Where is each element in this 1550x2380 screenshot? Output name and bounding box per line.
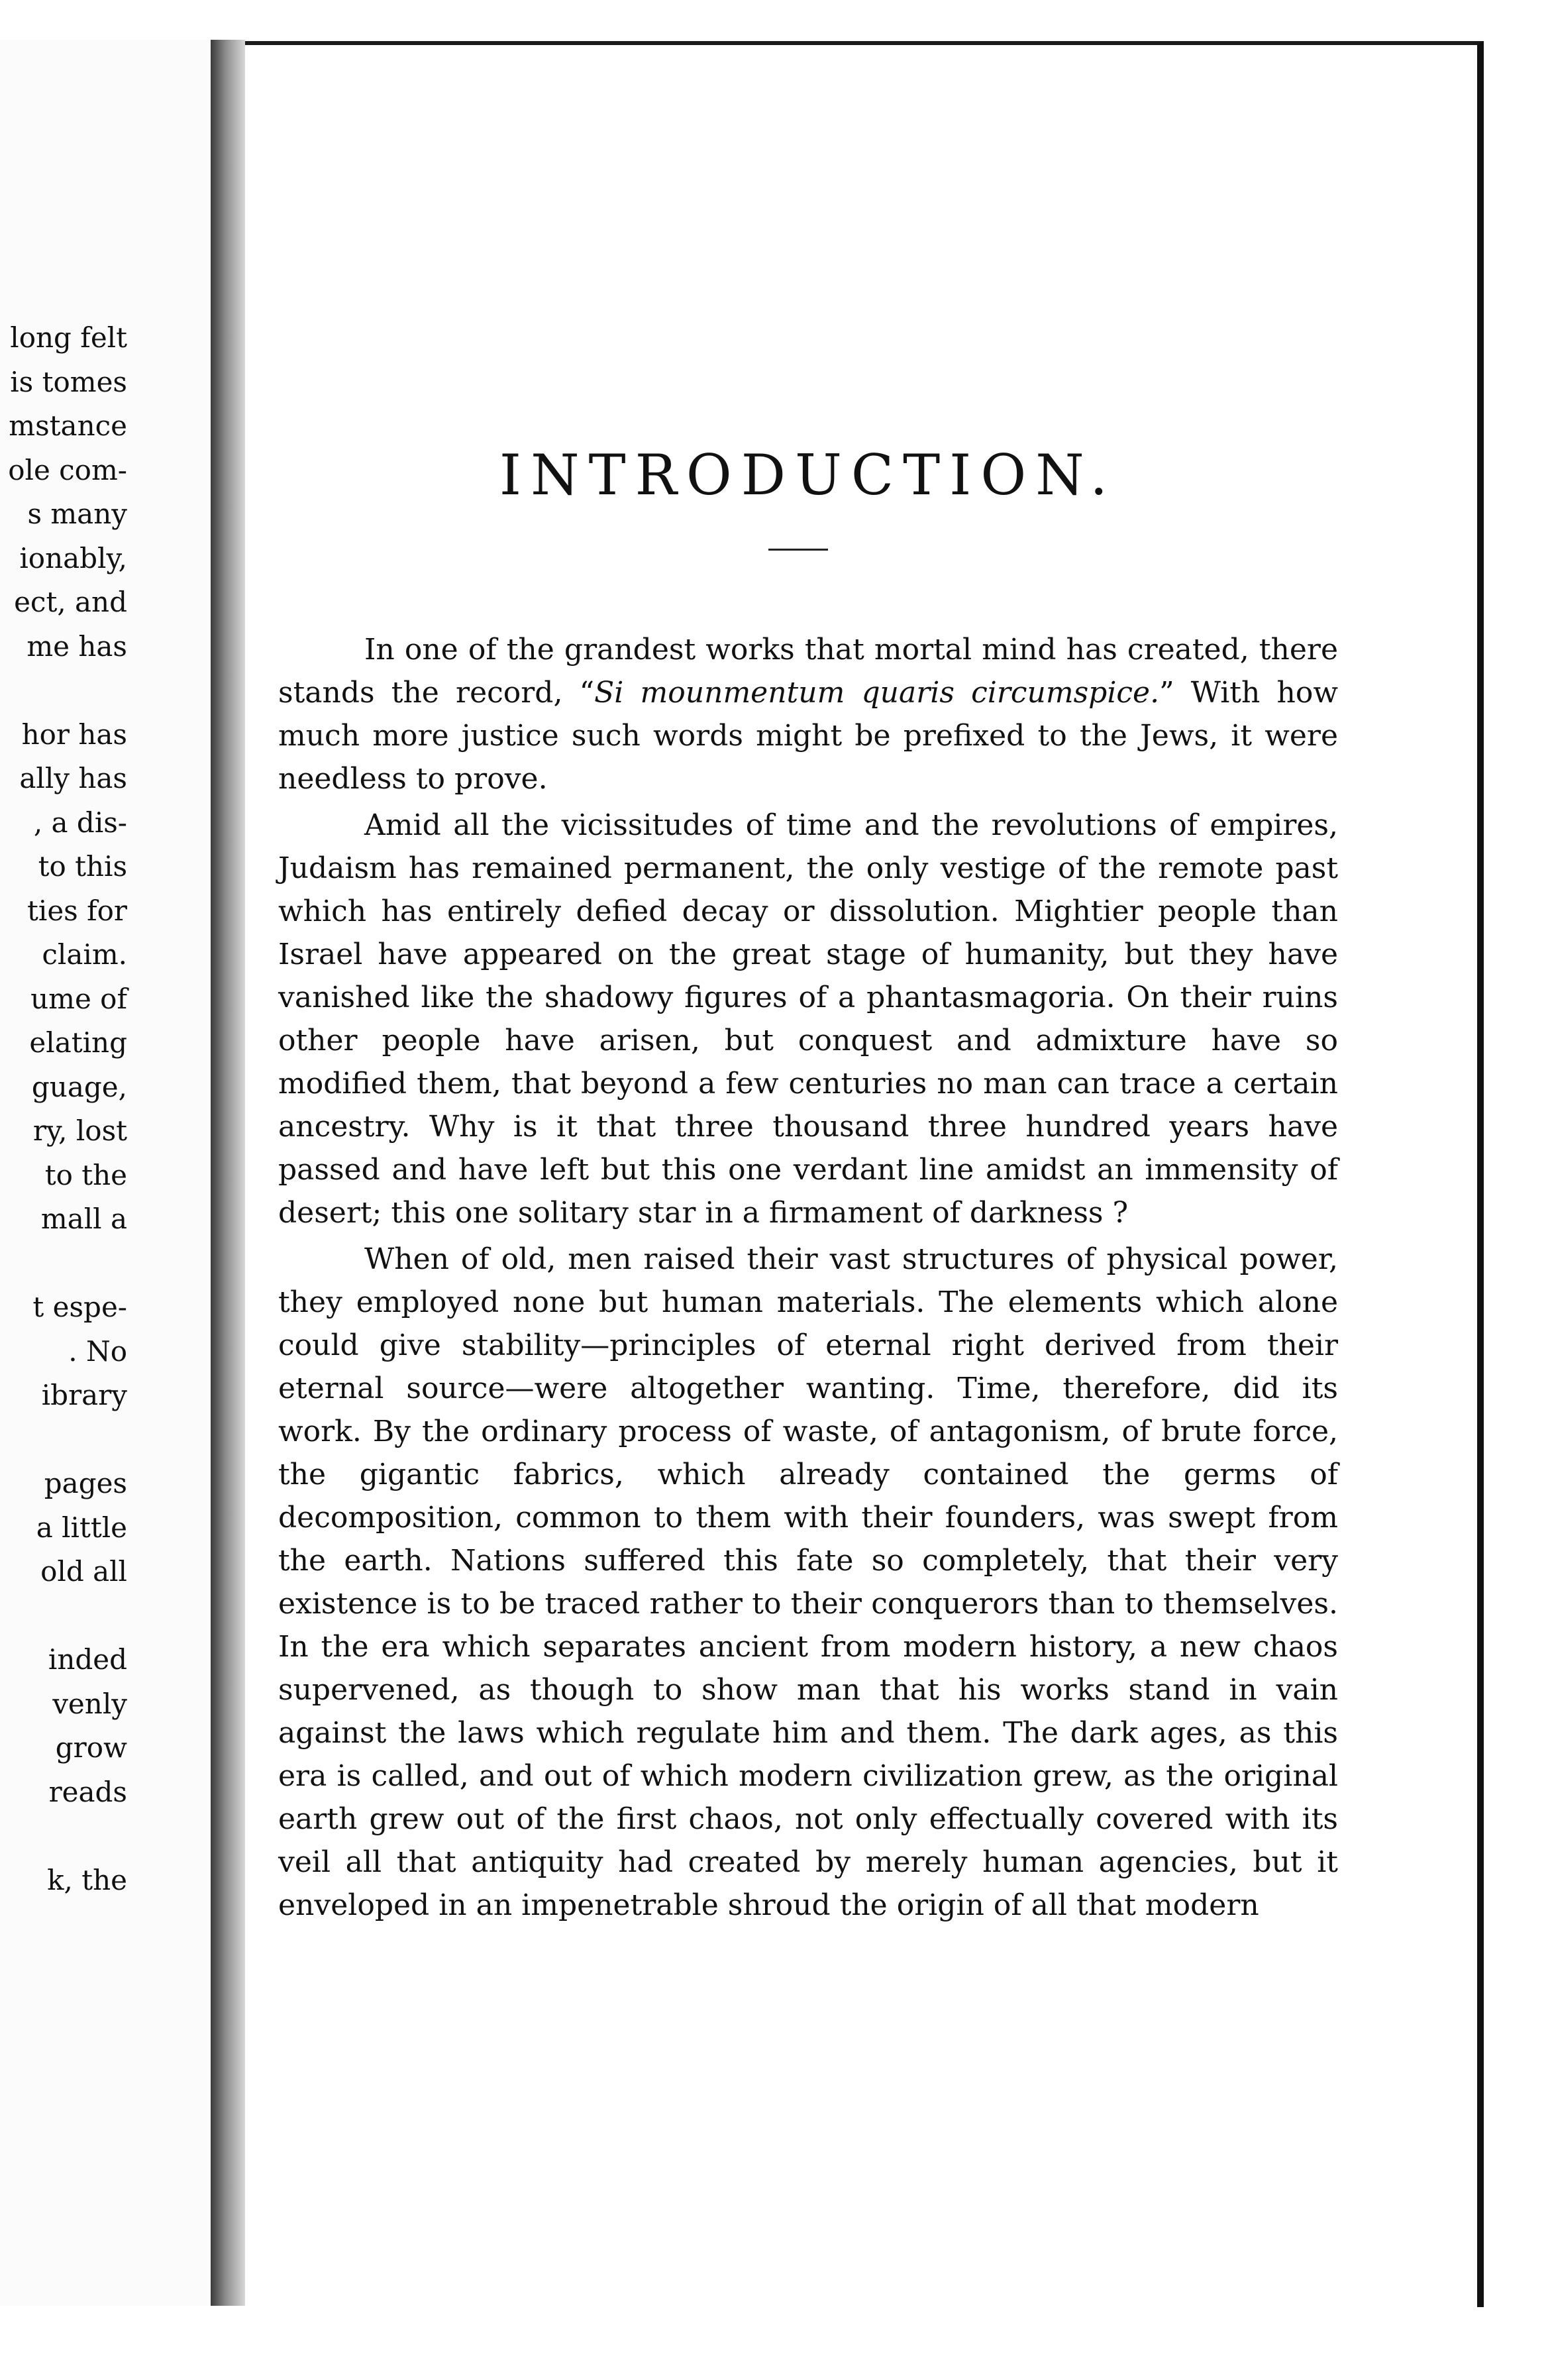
paragraph-text: Amid all the vicissitudes of time and the revolutions of empires, Judaism has remained permanent, the only vestige of the remote past which has entirely defied decay or dissolution. Mightier people than Israel have appeared on the great stage of humanity, but they have vanished like the shadowy figures of a phantasmagoria. On their ruins other people have arisen, but conquest and admixture have so modified them, that beyond a few centuries no man can trace a certain ancestry. Why is it that three thousand three hundred years have passed and have left but this one verdant line amidst an immensity of desert; this one solitary star in a firmament of darkness ?: [278, 808, 1338, 1230]
left-page-line: mstance: [9, 409, 127, 442]
paragraph-text: ” With how much more justice such words might be prefixed to the Jews, it were needless to prove.: [278, 676, 1338, 796]
left-page-line: claim.: [42, 938, 127, 971]
page-sheet: [245, 41, 1484, 2307]
left-page-line: me has: [26, 629, 127, 663]
paragraph: [278, 628, 1338, 800]
left-page-line: is tomes: [10, 365, 127, 398]
left-page-line: old all: [40, 1555, 127, 1588]
left-page-line: venly: [52, 1687, 127, 1720]
left-page-line: long felt: [10, 321, 127, 354]
paragraph: [278, 1238, 1338, 1927]
left-page-line: hor has: [21, 718, 127, 751]
page-title: INTRODUCTION.: [499, 443, 1117, 508]
left-page-line: ole com-: [8, 453, 127, 486]
paragraph: [278, 804, 1338, 1234]
left-page-line: inded: [48, 1643, 127, 1676]
left-page-line: . No: [68, 1334, 127, 1368]
left-page-line: guage,: [31, 1070, 127, 1103]
paragraph-text: When of old, men raised their vast structures of physical power, they employed none but human materials. The elements which alone could give stability—principles of eternal right derived from their eternal source—were altogether wanting. Time, therefore, did its work. By the ordinary process of waste, of antagonism, of brute force, the gigantic fabrics, which already contained the germs of decomposition, common to them with their founders, was swept from the earth. Nations suffered this fate so completely, that their very existence is to be traced rather to their conquerors than to themselves. In the era which separates ancient from modern history, a new chaos supervened, as though to show man that his works stand in vain against the laws which regulate him and them. The dark ages, as this era is called, and out of which modern civilization grew, as the original earth grew out of the first chaos, not only effectually covered with its veil all that antiquity had created by merely human agencies, but it enveloped in an impenetrable shroud the origin of all that modern: [278, 1242, 1338, 1922]
left-page-line: a little: [36, 1511, 127, 1544]
left-page-line: ume of: [30, 982, 127, 1015]
left-page-line: reads: [48, 1775, 127, 1808]
left-page-line: ties for: [27, 894, 127, 927]
left-page-line: ally has: [19, 762, 127, 794]
left-page-line: t espe-: [32, 1291, 127, 1323]
left-page-line: to this: [38, 850, 127, 883]
latin-quotation: Si mounmentum quaris circumspice.: [594, 676, 1160, 710]
title-rule: [768, 549, 828, 551]
left-page-line: , a dis-: [33, 806, 127, 839]
paragraph-text: In one of the grandest works that mortal mind has created, there stands the record, “: [278, 633, 1338, 710]
body-text: [278, 628, 1338, 1930]
left-page-line: ionably,: [19, 541, 127, 574]
left-page-line: mall a: [40, 1203, 127, 1235]
left-page-line: to the: [44, 1158, 127, 1191]
left-page-line: s many: [27, 498, 127, 530]
left-page-line: ry, lost: [32, 1114, 127, 1147]
left-page-line: elating: [29, 1026, 127, 1059]
page-gutter: [211, 40, 245, 2306]
left-page-fragment: [0, 40, 212, 2306]
left-page-line: k, the: [47, 1863, 127, 1896]
left-page-line: ibrary: [41, 1379, 127, 1411]
left-page-line: pages: [44, 1467, 127, 1499]
left-page-line: grow: [55, 1731, 127, 1764]
left-page-line: ect, and: [14, 586, 127, 618]
